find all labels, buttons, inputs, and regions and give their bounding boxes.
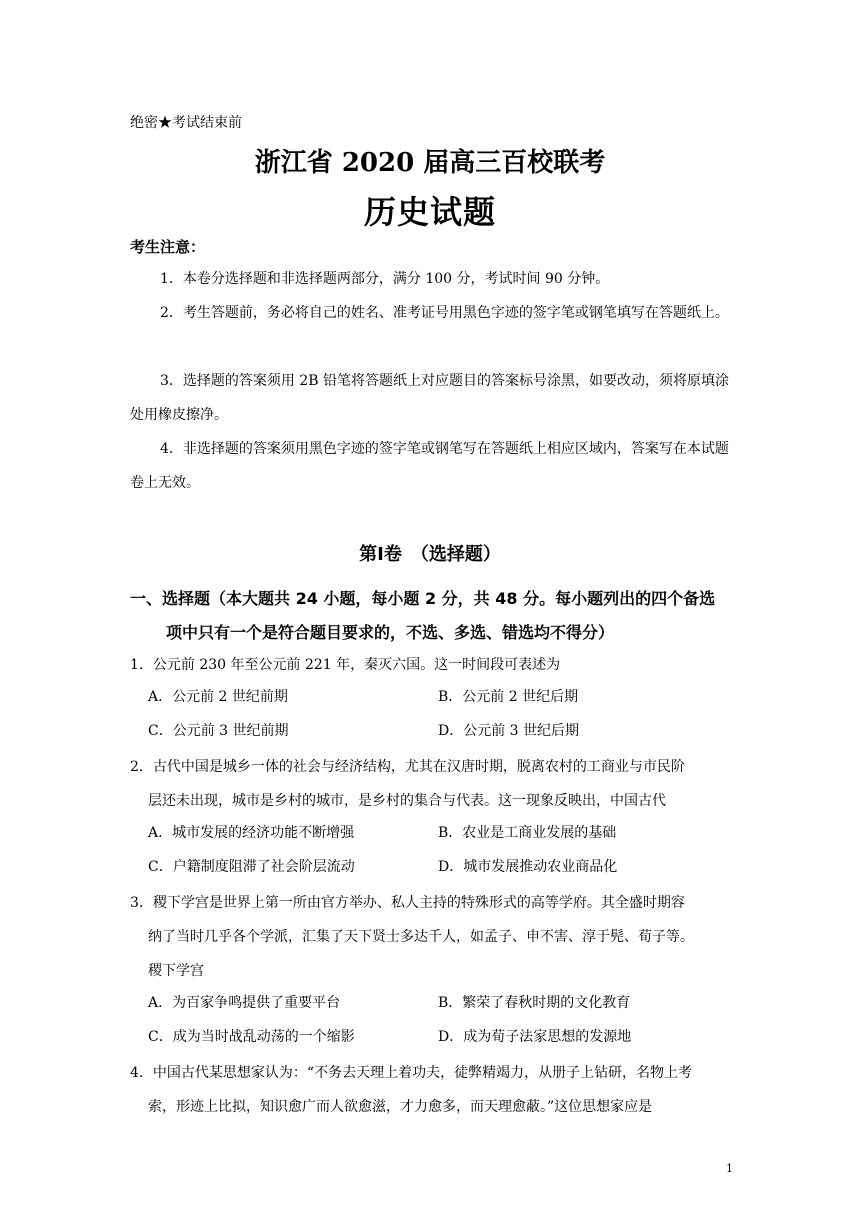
notice-heading: 考生注意： (130, 238, 206, 256)
exam-title: 浙江省 2020 届高三百校联考 (254, 148, 606, 178)
section-title: 第Ⅰ卷 （选择题） (359, 544, 501, 565)
secret-label: 绝密★考试结束前 (130, 115, 242, 131)
option-b: B．繁荣了春秋时期的文化教育 (438, 995, 631, 1011)
option-c: C．成为当时战乱动荡的一个缩影 (148, 1029, 355, 1045)
option-d: D．成为荀子法家思想的发源地 (438, 1029, 632, 1045)
notice-item-2: 2．考生答题前，务必将自己的姓名、准考证号用黑色字迹的签字笔或钢笔填写在答题纸上。 (160, 305, 729, 321)
notice-item-3: 3．选择题的答案须用 2B 铅笔将答题纸上对应题目的答案标号涂黑，如要改动，须将原填涂处用橡皮擦净。 (130, 373, 730, 423)
question-stem-line2: 层还未出现，城市是乡村的城市，是乡村的集合与代表。这一现象反映出，中国古代 (148, 793, 666, 809)
question-stem-line1: 4．中国古代某思想家认为：“不务去天理上着功夫，徒弊精竭力，从册子上钻研，名物上考 (130, 1065, 693, 1081)
mc-heading-line2: 项中只有一个是符合题目要求的，不选、多选、错选均不得分） (166, 623, 615, 642)
mc-heading (130, 582, 735, 650)
option-d: D．城市发展推动农业商品化 (438, 859, 618, 875)
notice-item-1: 1．本卷分选择题和非选择题两部分，满分 100 分，考试时间 90 分钟。 (160, 271, 610, 287)
option-c: C．公元前 3 世纪前期 (148, 723, 289, 739)
option-b: B．农业是工商业发展的基础 (438, 825, 617, 841)
option-c: C．户籍制度阻滞了社会阶层流动 (148, 859, 355, 875)
mc-heading-line1: 一、选择题（本大题共 24 小题，每小题 2 分，共 48 分。每小题列出的四个备选 (130, 589, 716, 608)
question-stem-line1: 3．稷下学宫是世界上第一所由官方举办、私人主持的特殊形式的高等学府。其全盛时期容 (130, 895, 685, 911)
question-stem-line2: 纳了当时几乎各个学派，汇集了天下贤士多达千人，如孟子、申不害、淳于髡、荀子等。 (148, 929, 694, 945)
notice-item-4: 4．非选择题的答案须用黑色字迹的签字笔或钢笔写在答题纸上相应区域内，答案写在本试题卷上无效。 (130, 441, 729, 491)
option-b: B．公元前 2 世纪后期 (438, 689, 579, 705)
question-4 (130, 1056, 735, 1124)
exam-subtitle: 历史试题 (363, 193, 496, 231)
option-d: D．公元前 3 世纪后期 (438, 723, 580, 739)
question-stem: 1．公元前 230 年至公元前 221 年，秦灭六国。这一时间段可表述为 (130, 657, 561, 673)
option-a: A．为百家争鸣提供了重要平台 (148, 995, 341, 1011)
question-2 (130, 750, 735, 818)
question-stem-line2: 索，形迹上比拟，知识愈广而人欲愈滋，才力愈多，而天理愈蔽。”这位思想家应是 (148, 1099, 653, 1115)
page-number: 1 (726, 1162, 733, 1175)
option-a: A．城市发展的经济功能不断增强 (148, 825, 355, 841)
question-1 (130, 648, 735, 682)
option-a: A．公元前 2 世纪前期 (148, 689, 288, 705)
question-3 (130, 886, 735, 988)
question-stem-line1: 2．古代中国是城乡一体的社会与经济结构，尤其在汉唐时期，脱离农村的工商业与市民阶 (130, 759, 685, 775)
question-stem-line3: 稷下学宫 (148, 963, 204, 979)
